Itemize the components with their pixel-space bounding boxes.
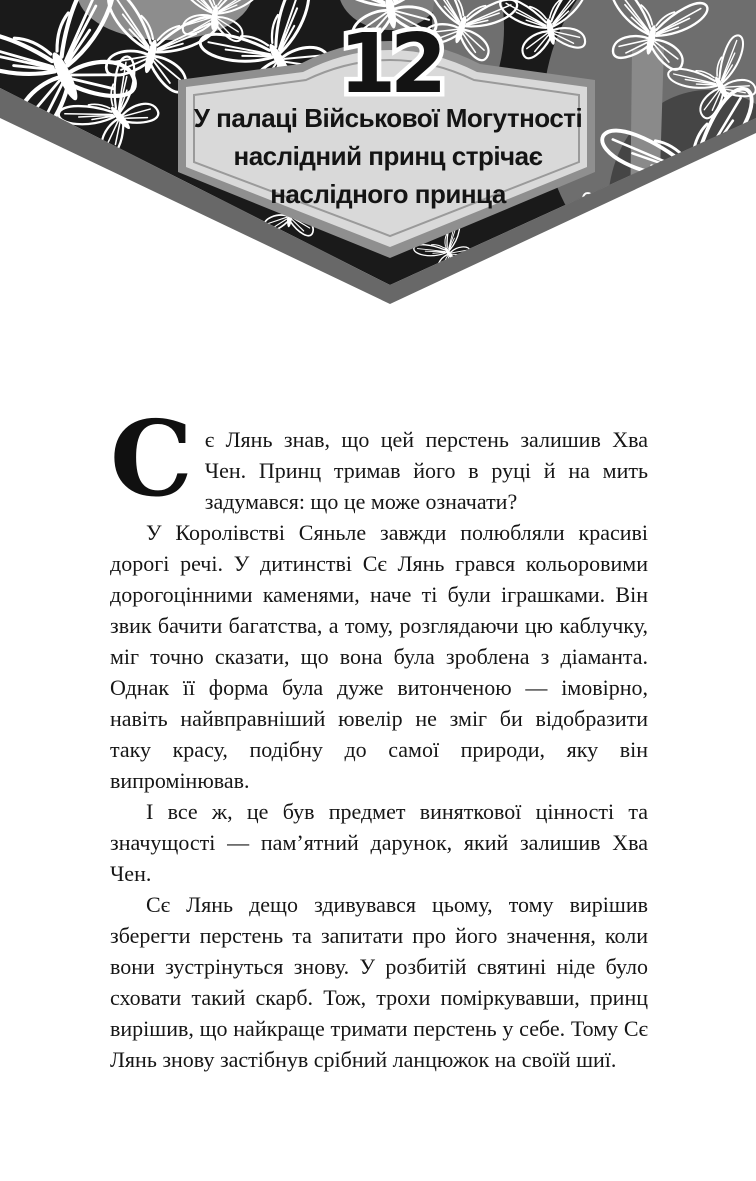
chapter-number: 12 [338,17,442,112]
paragraph-4: Сє Лянь дещо здивувався цьому, тому вирішив зберегти перстень та запитати про його значення, коли вони зустрінуться знову. У розбитій святині ніде було сховати такий скарб. Тож, трохи поміркувавши, принц вирішив, що найкраще тримати перстень у себе. Тому Сє Лянь знову застібнув срібний ланцюжок на своїй шиї. [110,892,648,1072]
chapter-title [186,99,590,213]
paragraph-2: У Королівстві Сяньле завжди полюбляли красиві дорогі речі. У дитинстві Сє Лянь грався кольоровими дорогоцінними каменями, наче ті були іграшками. Він звик бачити багатства, а тому, розглядаючи цю каблучку, міг точно сказати, що вона була зроблена з діаманта. Однак її форма була дуже витонченою — імовірно, навіть найвправніший ювелір не зміг би відобразити таку красу, подібну до самої природи, яку він випромінював. [110,520,648,793]
chapter-title-line-3: наслідного принца [270,179,506,209]
paragraph-1-text: є Лянь знав, що цей перстень залишив Хва Чен. Принц тримав його в руці й на мить задумався: що це може означати? [204,427,648,514]
drop-cap: С [110,397,193,520]
paragraph-3: І все ж, це був предмет виняткової цінності та значущості — пам’ятний дарунок, який залишив Хва Чен. [110,799,648,886]
paragraph-1 [110,397,648,520]
chapter-title-line-2: наслідний принц стрічає [233,141,543,171]
chapter-title-line-1: У палаці Військової Могутності [193,103,583,133]
chapter-body-text [110,397,648,1075]
